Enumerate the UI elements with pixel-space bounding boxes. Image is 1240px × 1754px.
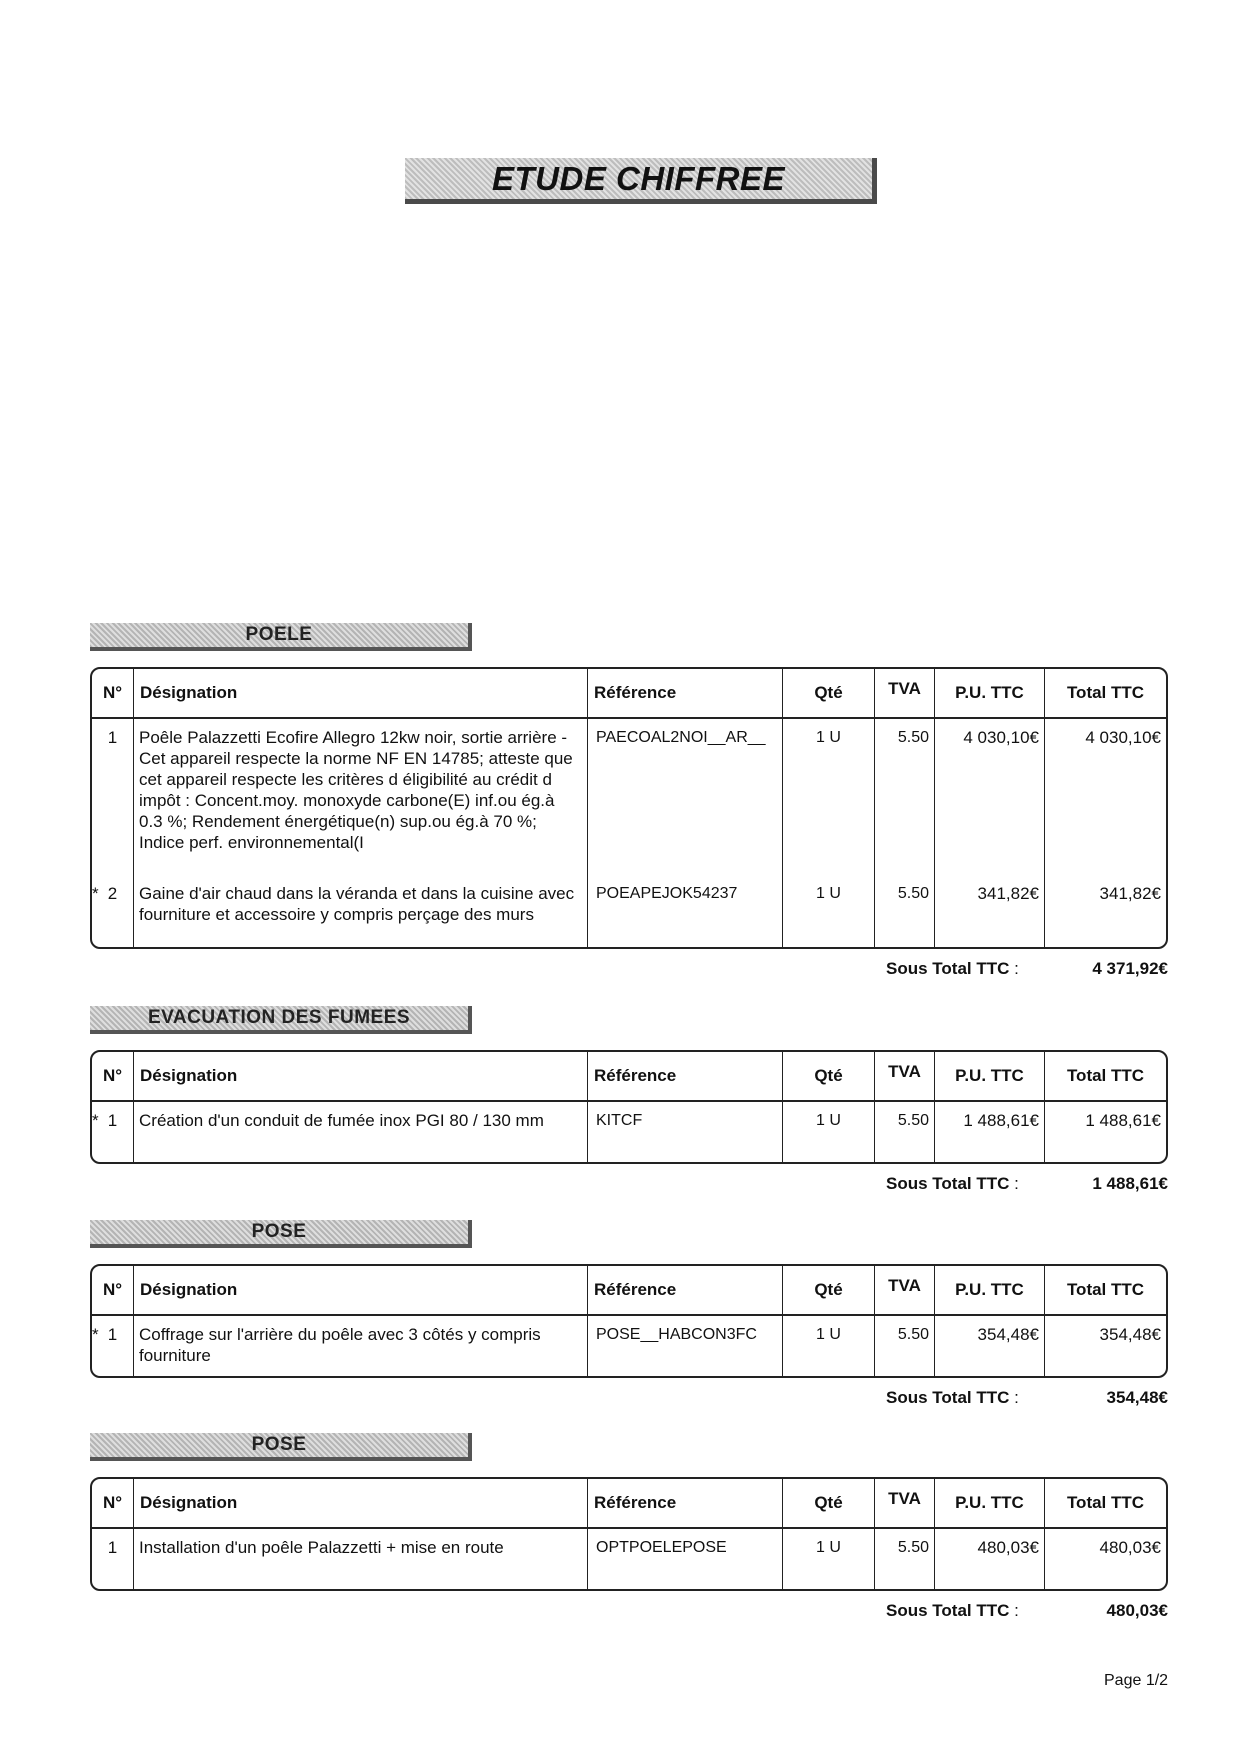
subtotal-label: Sous Total TTC : xyxy=(886,1174,1019,1193)
table-row xyxy=(92,1529,1166,1589)
col-tva-header: TVA xyxy=(875,1052,935,1100)
row-reference: POEAPEJOK54237 xyxy=(588,875,783,947)
col-designation-header: Désignation xyxy=(134,1052,588,1100)
row-total: 1 488,61€ xyxy=(1085,1111,1161,1130)
col-reference-header: Référence xyxy=(588,1266,783,1314)
col-designation-header: Désignation xyxy=(134,1479,588,1527)
col-pu-header: P.U. TTC xyxy=(935,1052,1045,1100)
row-tva: 5.50 xyxy=(875,719,935,875)
subtotal-value: 480,03€ xyxy=(1106,1601,1168,1620)
quote-table xyxy=(90,667,1168,949)
col-no-header: N° xyxy=(92,1479,134,1527)
row-unit-price: 341,82€ xyxy=(935,875,1045,947)
row-qte: 1 U xyxy=(783,1316,875,1376)
subtotal xyxy=(90,1164,1168,1196)
col-tva-header: TVA xyxy=(875,1479,935,1527)
table-header xyxy=(92,1266,1166,1316)
table-row xyxy=(92,1102,1166,1162)
row-reference: POSE__HABCON3FC xyxy=(588,1316,783,1376)
col-designation-header: Désignation xyxy=(134,669,588,717)
row-designation: Installation d'un poêle Palazzetti + mise en route xyxy=(134,1529,588,1589)
row-number: 1 xyxy=(92,719,134,875)
row-qte: 1 U xyxy=(783,719,875,875)
row-number: 1 xyxy=(92,1529,134,1589)
row-qte: 1 U xyxy=(783,1102,875,1162)
quote-table xyxy=(90,1264,1168,1378)
subtotal-label: Sous Total TTC : xyxy=(886,1601,1019,1620)
row-unit-price: 4 030,10€ xyxy=(935,719,1045,875)
subtotal-value: 354,48€ xyxy=(1106,1388,1168,1407)
col-tva-header: TVA xyxy=(875,669,935,717)
col-designation-header: Désignation xyxy=(134,1266,588,1314)
table-header xyxy=(92,1052,1166,1102)
col-qte-header: Qté xyxy=(783,1479,875,1527)
quote-table xyxy=(90,1477,1168,1591)
col-reference-header: Référence xyxy=(588,669,783,717)
table-header xyxy=(92,1479,1166,1529)
table-header xyxy=(92,669,1166,719)
section-evacuation xyxy=(90,1006,1168,1196)
row-number: * 1 xyxy=(92,1316,134,1376)
subtotal-value: 1 488,61€ xyxy=(1092,1174,1168,1193)
table-row xyxy=(92,719,1166,875)
quote-table xyxy=(90,1050,1168,1164)
row-total: 480,03€ xyxy=(1099,1538,1161,1557)
page-number: Page 1/2 xyxy=(1104,1672,1169,1689)
page-title: ETUDE CHIFFREE xyxy=(405,158,877,204)
section-pose-1 xyxy=(90,1220,1168,1410)
col-qte-header: Qté xyxy=(783,669,875,717)
row-reference: PAECOAL2NOI__AR__ xyxy=(588,719,783,875)
subtotal xyxy=(90,949,1168,981)
col-tva-header: TVA xyxy=(875,1266,935,1314)
row-tva: 5.50 xyxy=(875,1529,935,1589)
row-total: 4 030,10€ xyxy=(1085,728,1161,747)
row-tva: 5.50 xyxy=(875,1102,935,1162)
col-qte-header: Qté xyxy=(783,1266,875,1314)
row-designation: Création d'un conduit de fumée inox PGI 80 / 130 mm xyxy=(134,1102,588,1162)
row-qte: 1 U xyxy=(783,875,875,947)
row-unit-price: 1 488,61€ xyxy=(935,1102,1045,1162)
col-no-header: N° xyxy=(92,1266,134,1314)
row-reference: KITCF xyxy=(588,1102,783,1162)
col-total-header: Total TTC xyxy=(1066,683,1145,702)
row-designation: Gaine d'air chaud dans la véranda et dans la cuisine avec fourniture et accessoire y compris perçage des murs xyxy=(134,875,588,947)
subtotal-value: 4 371,92€ xyxy=(1092,959,1168,978)
subtotal-label: Sous Total TTC : xyxy=(886,1388,1019,1407)
subtotal-label: Sous Total TTC : xyxy=(886,959,1019,978)
section-title: POSE xyxy=(90,1433,472,1461)
row-number: * 1 xyxy=(92,1102,134,1162)
row-qte: 1 U xyxy=(783,1529,875,1589)
row-unit-price: 354,48€ xyxy=(935,1316,1045,1376)
row-unit-price: 480,03€ xyxy=(935,1529,1045,1589)
row-reference: OPTPOELEPOSE xyxy=(588,1529,783,1589)
subtotal xyxy=(90,1591,1168,1623)
col-reference-header: Référence xyxy=(588,1479,783,1527)
section-title: POELE xyxy=(90,623,472,651)
col-pu-header: P.U. TTC xyxy=(935,669,1045,717)
col-reference-header: Référence xyxy=(588,1052,783,1100)
col-pu-header: P.U. TTC xyxy=(935,1266,1045,1314)
section-title: EVACUATION DES FUMEES xyxy=(90,1006,472,1034)
col-total-header: Total TTC xyxy=(1066,1066,1145,1085)
row-tva: 5.50 xyxy=(875,875,935,947)
row-designation: Coffrage sur l'arrière du poêle avec 3 côtés y compris fourniture xyxy=(134,1316,588,1376)
row-tva: 5.50 xyxy=(875,1316,935,1376)
row-designation: Poêle Palazzetti Ecofire Allegro 12kw noir, sortie arrière - Cet appareil respecte la norme NF EN 14785; atteste que cet appareil respecte les critères d éligibilité au crédit d impôt : Concent.moy. monoxyde carbone(E) inf.ou ég.à 0.3 %; Rendement énergétique(n) sup.ou ég.à 70 %; Indice perf. environnemental(I xyxy=(134,719,588,875)
table-row xyxy=(92,1316,1166,1376)
col-total-header: Total TTC xyxy=(1066,1493,1145,1512)
col-qte-header: Qté xyxy=(783,1052,875,1100)
subtotal xyxy=(90,1378,1168,1410)
col-no-header: N° xyxy=(92,669,134,717)
section-poele xyxy=(90,623,1168,981)
row-number: * 2 xyxy=(92,875,134,947)
row-total: 341,82€ xyxy=(1099,884,1161,903)
row-total: 354,48€ xyxy=(1099,1325,1161,1344)
col-no-header: N° xyxy=(92,1052,134,1100)
section-title: POSE xyxy=(90,1220,472,1248)
table-row xyxy=(92,875,1166,947)
section-pose-2 xyxy=(90,1433,1168,1623)
col-total-header: Total TTC xyxy=(1066,1280,1145,1299)
col-pu-header: P.U. TTC xyxy=(935,1479,1045,1527)
